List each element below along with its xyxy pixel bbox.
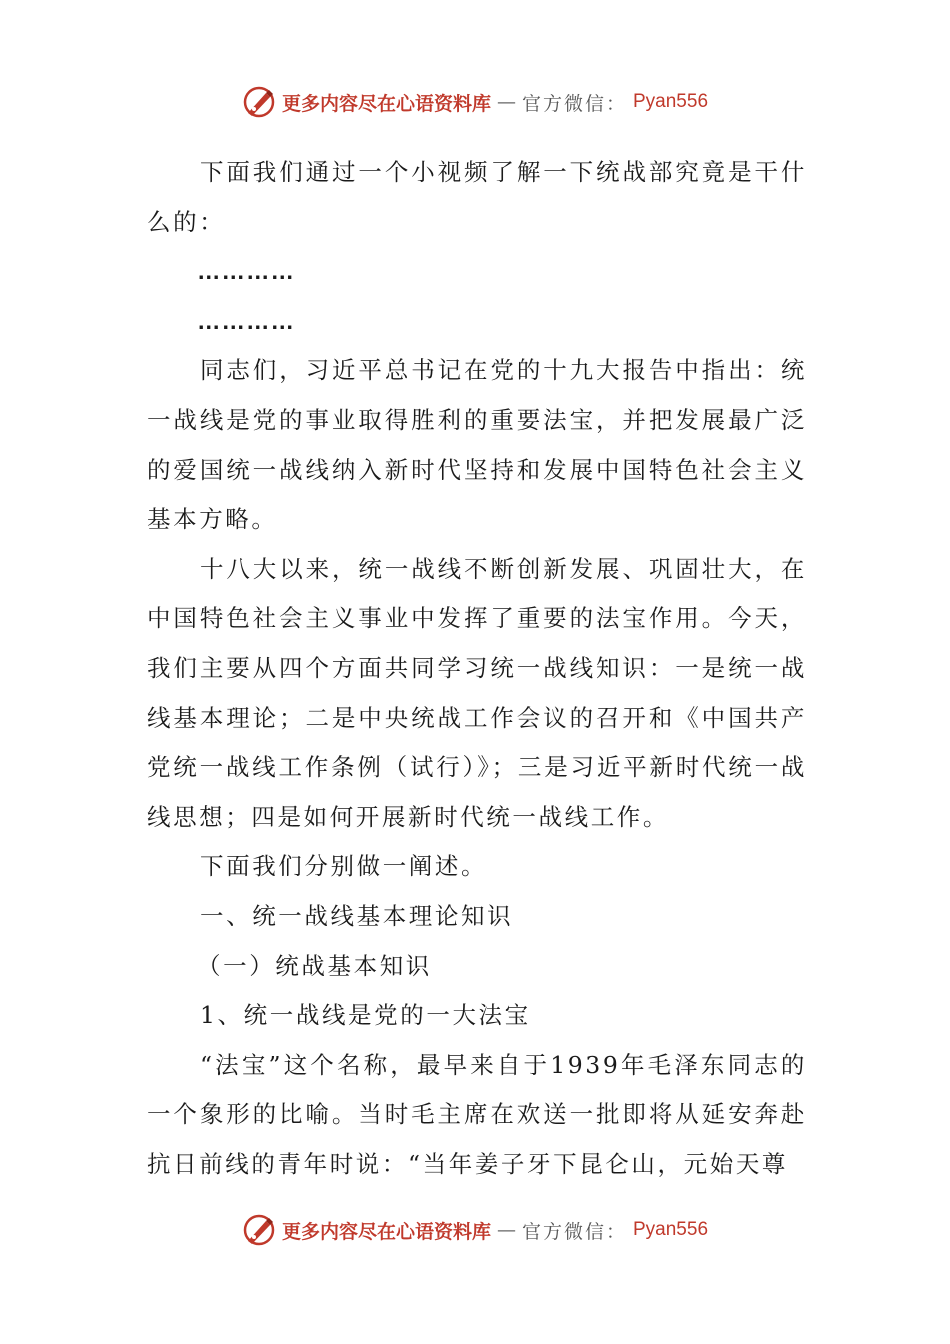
heading-section-one: 一、统一战线基本理论知识	[200, 901, 514, 930]
ellipsis-line-1: …………	[197, 258, 295, 285]
paragraph-nineteenth-congress: 同志们，习近平总书记在党的十九大报告中指出：统一战线是党的事业取得胜利的重要法宝，并把发展最广泛的爱国统一战线纳入新时代坚持和发展中国特色社会主义基本方略。	[147, 356, 807, 534]
paragraph-since-eighteenth: 十八大以来，统一战线不断创新发展、巩固壮大，在中国特色社会主义事业中发挥了重要的法宝作用。今天，我们主要从四个方面共同学习统一战线知识：一是统一战线基本理论；二是中央统战工作会议的召开和《中国共产党统一战线工作条例（试行）》；三是习近平新时代统一战线思想；四是如何开展新时代统一战线工作。	[147, 554, 807, 831]
watermark-site-text: 更多内容尽在心语资料库	[281, 1220, 491, 1243]
watermark-wechat-id: Pyan556	[633, 1219, 709, 1240]
watermark-dash: —	[496, 91, 516, 113]
watermark-wechat-id: Pyan556	[633, 91, 709, 112]
heading-subsection-one: （一）统战基本知识	[197, 951, 432, 980]
watermark-wechat-label: 官方微信：	[521, 92, 627, 115]
watermark-header	[0, 82, 950, 122]
watermark-dash: —	[496, 1219, 516, 1241]
paragraph-magic-weapon: “法宝”这个名称，最早来自于1939年毛泽东同志的一个象形的比喻。当时毛主席在欢送一批即将从延安奔赴抗日前线的青年时说：“当年姜子牙下昆仑山，元始天尊	[147, 1050, 807, 1178]
pen-logo-icon	[242, 85, 276, 119]
document-body	[147, 148, 807, 1189]
heading-item-one: 1、统一战线是党的一大法宝	[200, 1001, 531, 1030]
watermark-wechat-label: 官方微信：	[521, 1220, 627, 1243]
watermark-site-text: 更多内容尽在心语资料库	[281, 92, 491, 115]
watermark-footer	[0, 1210, 950, 1250]
ellipsis-line-2: …………	[197, 307, 295, 334]
paragraph-elaborate: 下面我们分别做一阐述。	[200, 852, 488, 881]
pen-logo-icon	[242, 1213, 276, 1247]
paragraph-intro-video: 下面我们通过一个小视频了解一下统战部究竟是干什么的：	[147, 158, 807, 236]
